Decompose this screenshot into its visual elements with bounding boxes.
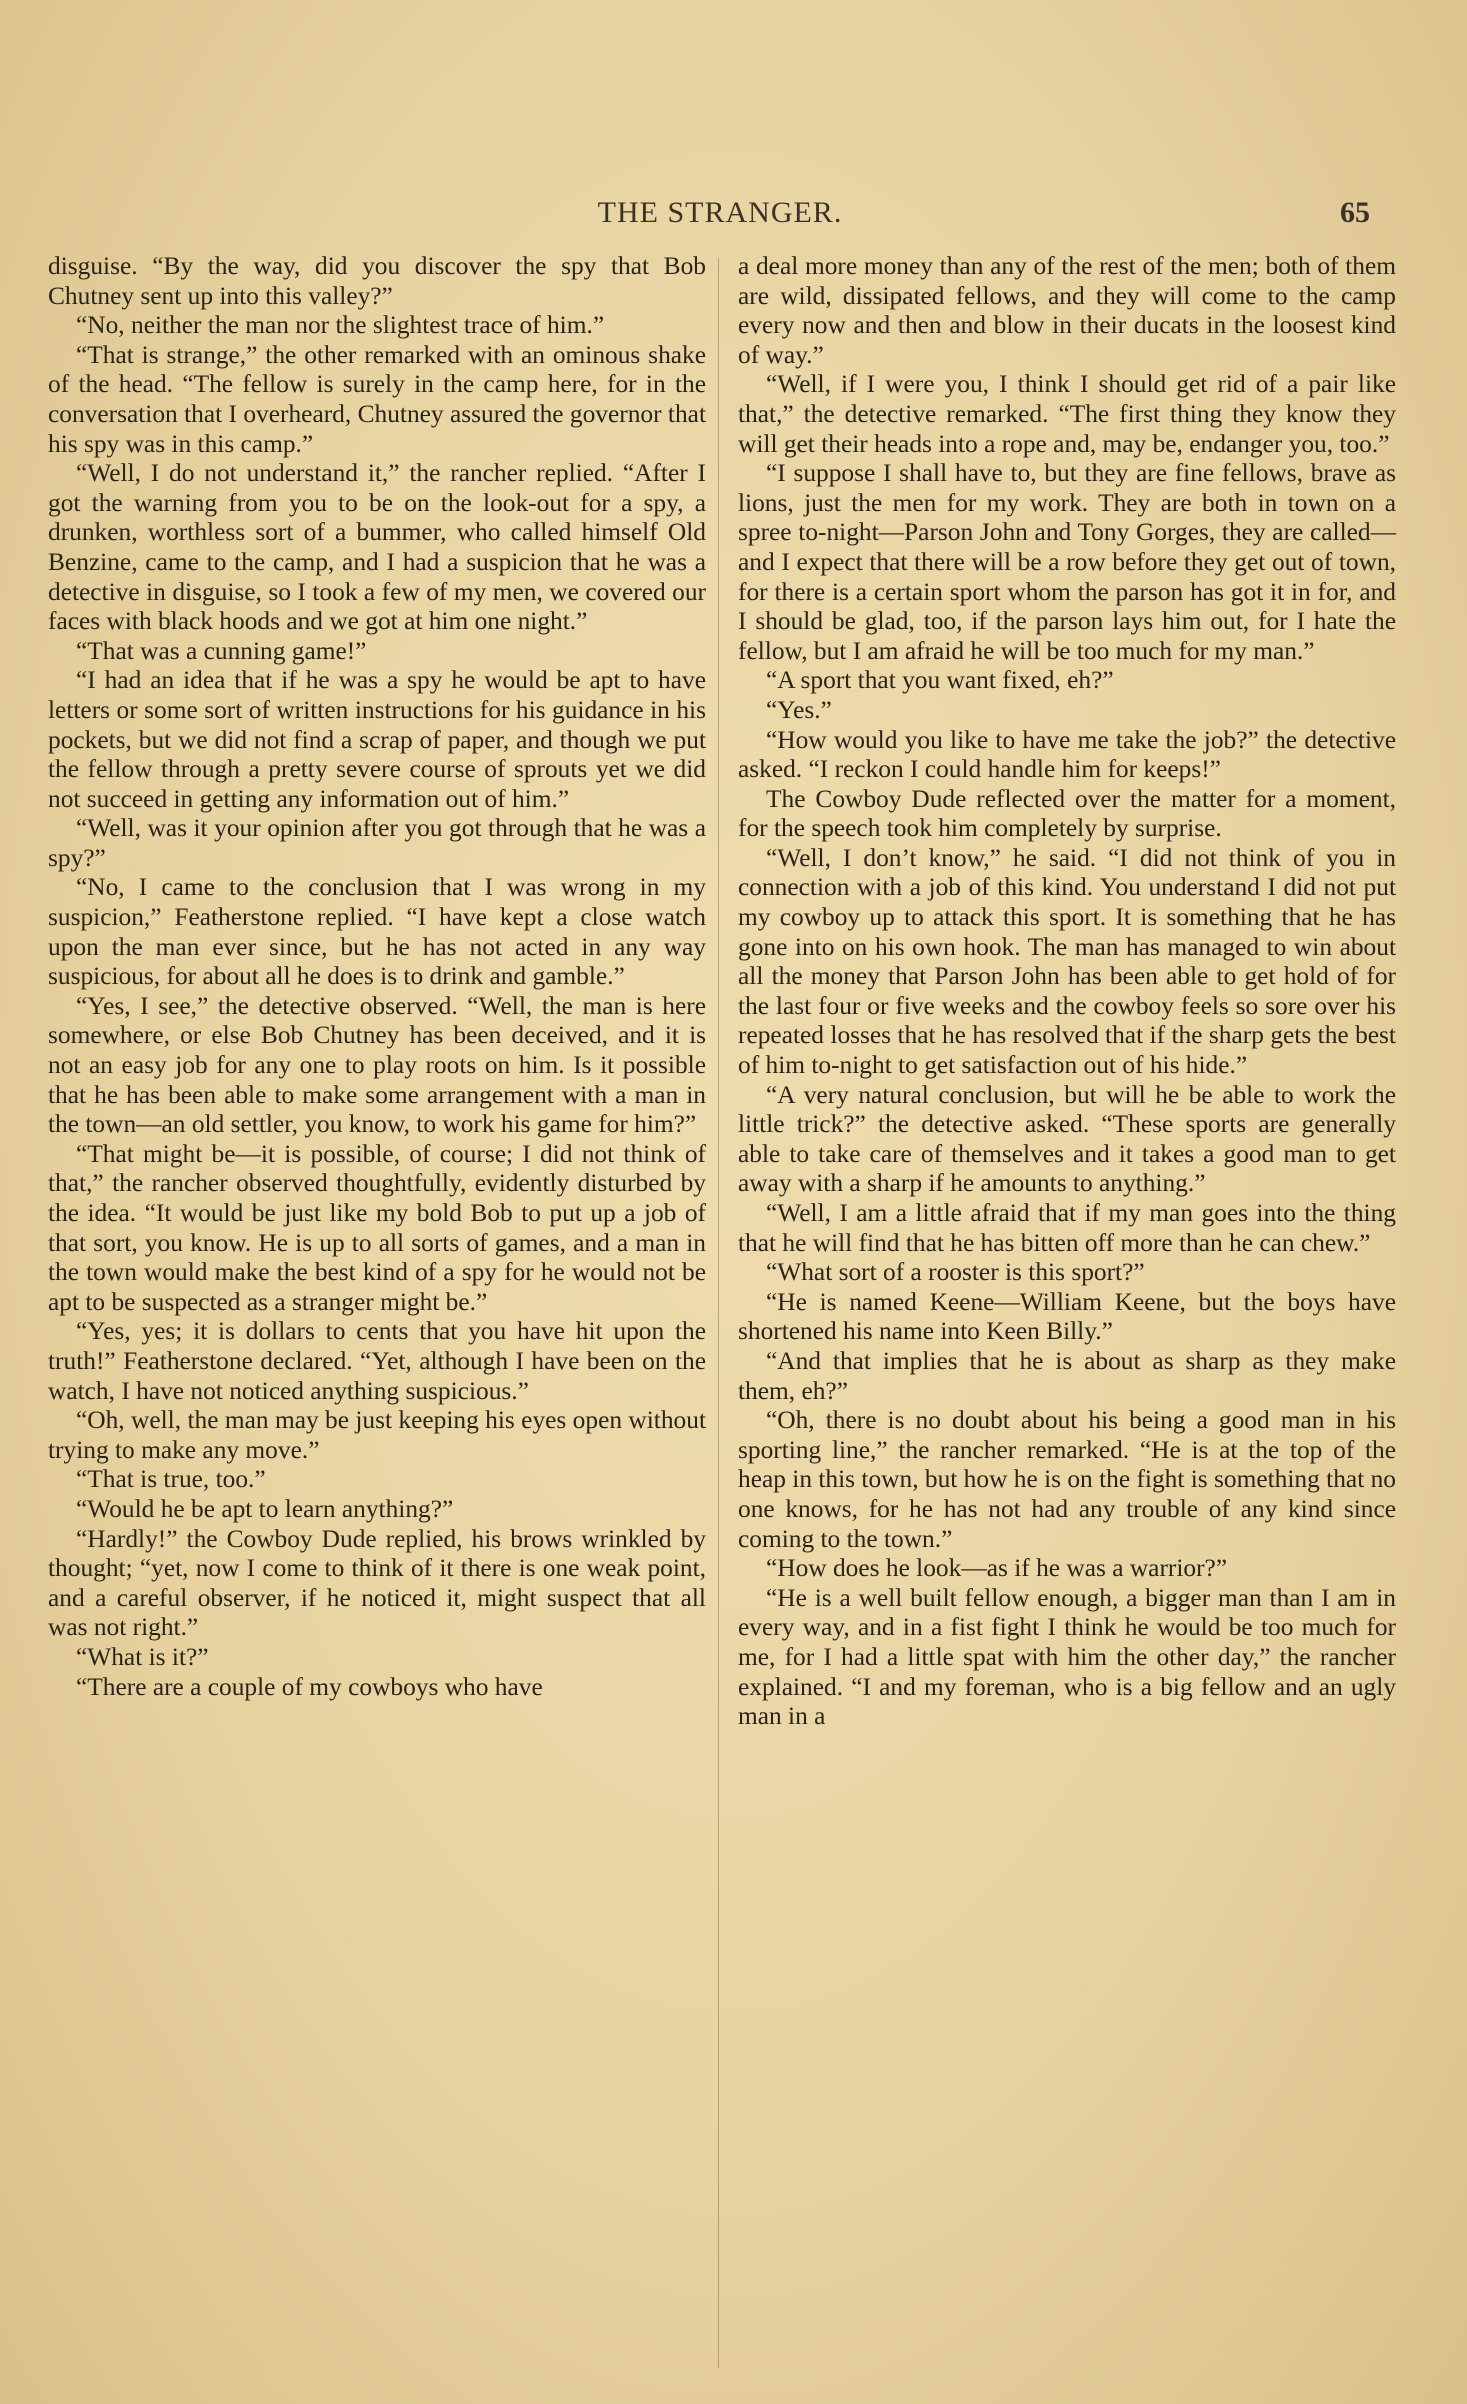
paragraph: “No, I came to the conclusion that I was wrong in my suspicion,” Featherstone replied. “I have kept a close watch upon the man ever since, but he has not acted in any way suspicious, for about all he does is to drink and gamble.” bbox=[48, 873, 706, 991]
paragraph: “He is a well built fellow enough, a bigger man than I am in every way, and in a fist fight I think he would be too much for me, for I had a little spat with him the other day,” the rancher explained. “I and my foreman, who is a big fellow and an ugly man in a bbox=[738, 1583, 1396, 1731]
paragraph: “No, neither the man nor the slightest trace of him.” bbox=[76, 311, 605, 340]
right-column bbox=[738, 252, 1396, 1732]
paragraph: “He is named Keene—William Keene, but the boys have shortened his name into Keen Billy.” bbox=[738, 1287, 1396, 1346]
paragraph: “What sort of a rooster is this sport?” bbox=[766, 1258, 1145, 1287]
running-title: THE STRANGER. bbox=[597, 196, 843, 229]
paragraph: “I had an idea that if he was a spy he would be apt to have letters or some sort of written instructions for his guidance in his pockets, but we did not find a scrap of paper, and though we put the fellow through a pretty severe course of sprouts yet we did not succeed in getting any information out of him.” bbox=[48, 666, 706, 813]
left-column bbox=[48, 252, 706, 1702]
paragraph: “Well, I am a little afraid that if my man goes into the thing that he will find that he has bitten off more than he can chew.” bbox=[738, 1199, 1396, 1257]
paragraph: “Yes, I see,” the detective observed. “Well, the man is here somewhere, or else Bob Chutney has been deceived, and it is not an easy job for any one to play roots on him. Is it possible that he has been able to make some arrangement with a man in the town—an old settler, you know, to work his game for him?” bbox=[48, 991, 706, 1139]
paragraph: “And that implies that he is about as sharp as they make them, eh?” bbox=[738, 1346, 1396, 1405]
paragraph: “What is it?” bbox=[76, 1642, 209, 1671]
paragraph: “Well, if I were you, I think I should get rid of a pair like that,” the detective remarked. “The first thing they know they will get their heads into a rope and, may be, endanger you, too.” bbox=[738, 370, 1396, 458]
paragraph: The Cowboy Dude reflected over the matter for a moment, for the speech took him completely by surprise. bbox=[738, 784, 1396, 843]
page-number: 65 bbox=[1340, 196, 1370, 229]
paragraph: “A very natural conclusion, but will he be able to work the little trick?” the detective asked. “These sports are generally able to take care of themselves and it takes a good man to get away with a sharp if he amounts to anything.” bbox=[738, 1080, 1396, 1198]
paragraph: “How would you like to have me take the job?” the detective asked. “I reckon I could handle him for keeps!” bbox=[738, 725, 1396, 784]
paragraph: “That might be—it is possible, of course; I did not think of that,” the rancher observed thoughtfully, evidently disturbed by the idea. “It would be just like my bold Bob to put up a job of that sort, you know. He is up to all sorts of games, and a man in the town would make the best kind of a spy for he would not be apt to be suspected as a stranger might be.” bbox=[48, 1139, 706, 1316]
paragraph: “That is true, too.” bbox=[76, 1465, 266, 1494]
paragraph: “I suppose I shall have to, but they are fine fellows, brave as lions, just the men for my work. They are both in town on a spree to-night—Parson John and Tony Gorges, they are called—and I expect that there will be a row before they get out of town, for there is a certain sport whom the parson has got it in for, and I should be glad, too, if the parson lays him out, for I hate the fellow, but I am afraid he will be too much for my man.” bbox=[738, 459, 1396, 665]
paragraph: “Well, I don’t know,” he said. “I did not think of you in connection with a job of this kind. You understand I did not put my cowboy up to attack this sport. It is something that he has gone into on his own hook. The man has managed to win about all the money that Parson John has been able to get hold of for the last four or five weeks and the cowboy feels so sore over his repeated losses that he has resolved that if the sharp gets the best of him to-night to get satisfaction out of his hide.” bbox=[738, 843, 1396, 1080]
paragraph: disguise. “By the way, did you discover the spy that Bob Chutney sent up into this valley?” bbox=[48, 252, 706, 310]
column-divider bbox=[718, 258, 719, 2368]
paragraph: “Hardly!” the Cowboy Dude replied, his brows wrinkled by thought; “yet, now I come to think of it there is one weak point, and a careful observer, if he noticed it, might suspect that all was not right.” bbox=[48, 1524, 706, 1642]
paragraph: “Well, I do not understand it,” the rancher replied. “After I got the warning from you to be on the look-out for a spy, a drunken, worthless sort of a bummer, who called himself Old Benzine, came to the camp, and I had a suspicion that he was a detective in disguise, so I took a few of my men, we covered our faces with black hoods and we got at him one night.” bbox=[48, 459, 706, 636]
paragraph: “That is strange,” the other remarked with an ominous shake of the head. “The fellow is surely in the camp here, for in the conversation that I overheard, Chutney assured the governor that his spy was in this camp.” bbox=[48, 340, 706, 458]
paragraph: “A sport that you want fixed, eh?” bbox=[766, 666, 1114, 695]
paragraph: “That was a cunning game!” bbox=[76, 636, 367, 665]
paragraph: “How does he look—as if he was a warrior?” bbox=[766, 1554, 1228, 1583]
paragraph: “There are a couple of my cowboys who have bbox=[76, 1672, 543, 1701]
paragraph: “Oh, well, the man may be just keeping his eyes open without trying to make any move.” bbox=[48, 1406, 706, 1464]
paragraph: “Oh, there is no doubt about his being a good man in his sporting line,” the rancher remarked. “He is at the top of the heap in this town, but how he is on the fight is something that no one knows, for he has not had any trouble of any kind since coming to the town.” bbox=[738, 1406, 1396, 1553]
page-header bbox=[70, 196, 1370, 236]
paragraph: “Well, was it your opinion after you got through that he was a spy?” bbox=[48, 814, 706, 872]
paragraph: “Yes, yes; it is dollars to cents that you have hit upon the truth!” Featherstone declared. “Yet, although I have been on the watch, I have not noticed anything suspicious.” bbox=[48, 1317, 706, 1405]
paragraph: “Yes.” bbox=[766, 695, 832, 724]
paragraph: a deal more money than any of the rest of the men; both of them are wild, dissipated fellows, and they will come to the camp every now and then and blow in their ducats in the loosest kind of way.” bbox=[738, 252, 1396, 369]
paragraph: “Would he be apt to learn anything?” bbox=[76, 1494, 454, 1523]
